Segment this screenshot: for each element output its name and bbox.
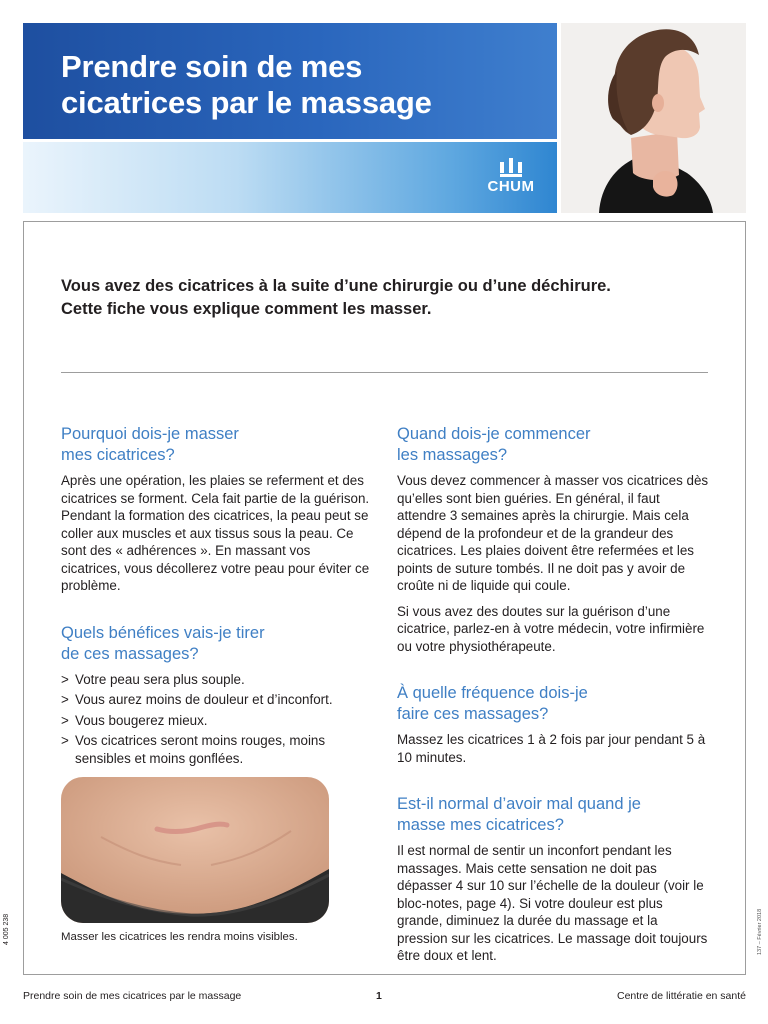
title-line-2: cicatrices par le massage: [61, 85, 432, 120]
list-item: [61, 691, 373, 709]
heading-line-2: masse mes cicatrices?: [397, 816, 564, 834]
list-item: [61, 732, 373, 767]
section-why-massage: [61, 424, 373, 595]
heading-line-1: Quels bénéfices vais-je tirer: [61, 623, 265, 642]
list-item-text: Votre peau sera plus souple.: [75, 671, 245, 687]
spacer: [61, 603, 373, 623]
footer-organization: Centre de littératie en santé: [617, 990, 746, 1002]
page-number: 1: [376, 990, 382, 1002]
light-blue-band: [23, 142, 557, 213]
left-column: [61, 424, 373, 770]
heading-line-2: faire ces massages?: [397, 705, 549, 723]
document-code: 4 005 238: [3, 913, 10, 945]
section-benefits: [61, 623, 373, 768]
section-heading-why: [61, 424, 373, 466]
divider-rule: [61, 372, 708, 373]
paragraph-when-2: Si vous avez des doutes sur la guérison d’une cicatrice, parlez-en à votre médecin, votre infirmière ou votre physiothérapeute.: [397, 603, 705, 654]
logo-text: CHUM: [487, 178, 535, 195]
list-item: [61, 712, 373, 730]
heading-line-2: de ces massages?: [61, 644, 199, 663]
chevron-marker-icon: >: [61, 733, 69, 748]
scar-photo: [61, 777, 329, 923]
heading-line-1: À quelle fréquence dois-je: [397, 684, 588, 702]
right-column: [397, 424, 709, 973]
heading-line-1: Est-il normal d’avoir mal quand je: [397, 795, 641, 813]
section-heading-when: [397, 424, 709, 466]
heading-line-2: les massages?: [397, 446, 508, 464]
title-banner: [23, 23, 557, 139]
chum-logo: [485, 158, 537, 195]
portrait-photo: [561, 23, 746, 213]
photo-caption: Masser les cicatrices les rendra moins visibles.: [61, 931, 298, 943]
benefits-list: [61, 671, 373, 768]
chevron-marker-icon: >: [61, 712, 69, 728]
spacer: [397, 663, 709, 683]
section-pain: [397, 794, 709, 965]
section-when-start: [397, 424, 709, 655]
list-item-text: Vous aurez moins de douleur et d’inconfort.: [75, 692, 333, 707]
footer-title: Prendre soin de mes cicatrices par le massage: [23, 990, 242, 1002]
woman-portrait-image: [561, 23, 746, 213]
intro-line-1: Vous avez des cicatrices à la suite d’une chirurgie ou d’une déchirure.: [61, 277, 611, 295]
section-frequency: [397, 683, 709, 766]
document-date: 137 – Février 2018: [757, 908, 763, 955]
section-heading-frequency: [397, 683, 709, 725]
paragraph-pain: Il est normal de sentir un inconfort pendant les massages. Mais cette sensation ne doit pas dépasser 4 sur 10 sur l’échelle de la douleur (voir le bloc-notes, page 4). Si votre douleur est plus grande, diminuez la durée du massage et la pression sur les cicatrices. Le massage doit toujours être doux et lent.: [397, 843, 708, 963]
intro-line-2: Cette fiche vous explique comment les masser.: [61, 300, 432, 318]
section-heading-pain: [397, 794, 709, 836]
intro-text: [61, 275, 711, 321]
heading-line-1: Quand dois-je commencer: [397, 425, 591, 443]
list-item-text: Vos cicatrices seront moins rouges, moins sensibles et moins gonflées.: [75, 733, 326, 766]
paragraph-frequency: Massez les cicatrices 1 à 2 fois par jour pendant 5 à 10 minutes.: [397, 732, 706, 765]
chum-logo-icon: [500, 158, 522, 177]
section-heading-benefits: [61, 623, 373, 665]
paragraph-when-1: Vous devez commencer à masser vos cicatrices dès qu’elles sont bien guéries. En général, il faut attendre 3 semaines après la chirurgie. Mais cela dépend de la profondeur et de la grandeur des cicatrices. Les plaies doivent être refermées et les points de suture tombés. Il ne doit pas y avoir de croûte ni de liquide qui coule.: [397, 473, 709, 593]
neck-scar-image: [61, 777, 329, 923]
chevron-marker-icon: >: [61, 671, 69, 687]
paragraph-why: Après une opération, les plaies se referment et des cicatrices se forment. Cela fait partie de la guérison. Pendant la formation des cicatrices, la peau peut se coller aux muscles et aux tissus sous la peau. Ce sont des « adhérences ». En massant vos cicatrices, vous décollerez votre peau pour éviter ce problème.: [61, 473, 370, 593]
list-item-text: Vous bougerez mieux.: [75, 712, 208, 728]
spacer: [397, 774, 709, 794]
heading-line-2: mes cicatrices?: [61, 446, 175, 464]
page-title: [61, 49, 432, 121]
chevron-marker-icon: >: [61, 692, 69, 707]
list-item: [61, 671, 373, 689]
heading-line-1: Pourquoi dois-je masser: [61, 425, 239, 443]
title-line-1: Prendre soin de mes: [61, 49, 363, 84]
